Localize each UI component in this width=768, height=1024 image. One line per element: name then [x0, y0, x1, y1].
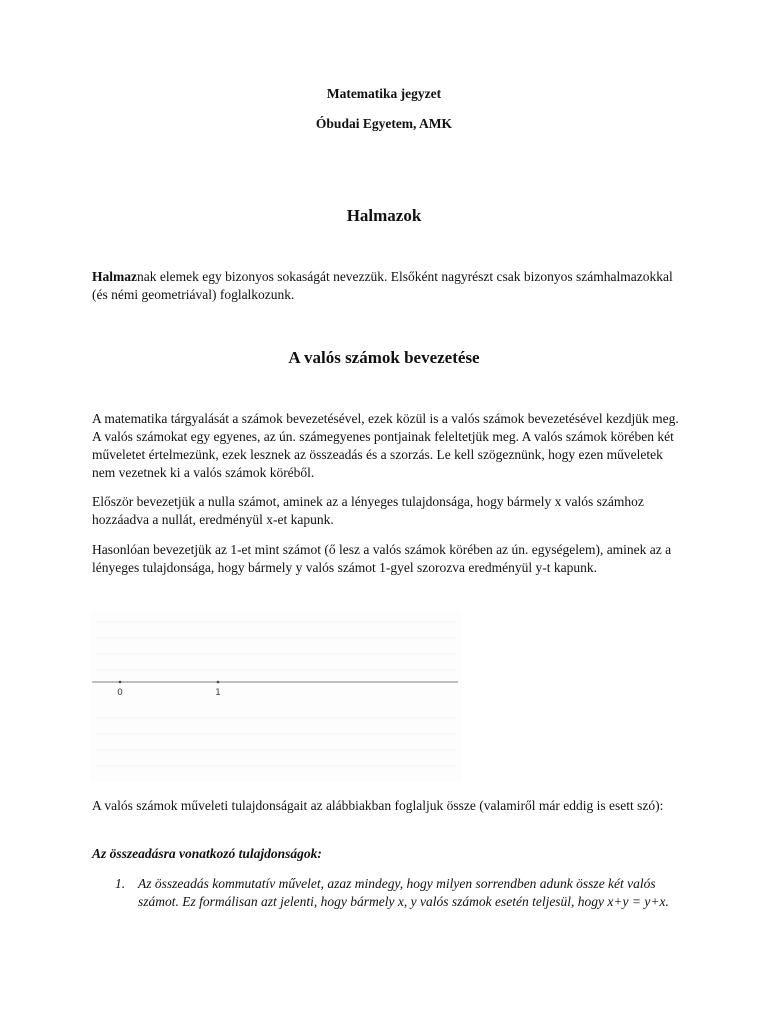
paragraph-nulla: Először bevezetjük a nulla számot, aminek az a lényeges tulajdonsága, hogy bármely x valós számhoz hozzáadva a nullát, eredményül x-et kapunk.	[92, 494, 644, 527]
point-zero-mark	[119, 681, 122, 684]
list-item-number: 1.	[115, 876, 126, 891]
paragraph-egyseg: Hasonlóan bevezetjük az 1-et mint számot (ő lesz a valós számok körében az ún. egységelem), aminek az a lényeges tulajdonsága, hogy bármely y valós számot 1-gyel szorozva eredményül y-t kapunk.	[92, 542, 672, 575]
list-item-text: Az összeadás kommutatív művelet, azaz mindegy, hogy milyen sorrendben adunk össze két valós számot. Ez formálisan azt jelenti, hogy bármely x, y valós számok esetén teljesül, hogy x+y = y+x.	[138, 876, 669, 909]
document-title: Matematika jegyzet	[326, 86, 442, 101]
paragraph-halmaz-definition	[92, 268, 682, 304]
institution-name: Óbudai Egyetem, AMK	[315, 116, 453, 131]
paragraph-valos-intro: A matematika tárgyalását a számok bevezetésével, ezek közül is a valós számok bevezetésével kezdjük meg. A valós számokat egy egyenes, az ún. számegyenes pontjainak feleltetjük meg. A valós számok körében két műveletet értelmezünk, ezek lesznek az összeadás és a szorzás. Le kell szögeznünk, hogy ezen műveletek nem vezetnek ki a valós számok köréből.	[92, 411, 679, 480]
label-zero: 0	[117, 688, 123, 698]
paragraph-text: nak elemek egy bizonyos sokaságát nevezzük. Elsőként nagyrészt csak bizonyos számhalmazokkal (és némi geometriával) foglalkozunk.	[92, 269, 673, 302]
paragraph-muveleti-tulajdonsagok: A valós számok műveleti tulajdonságait az alábbiakban foglaljuk össze (valamiről már eddig is esett szó):	[92, 798, 664, 813]
section-heading-halmazok: Halmazok	[346, 206, 422, 225]
number-line-drawing	[90, 612, 462, 782]
term-halmaz: Halmaz	[92, 269, 137, 284]
label-one: 1	[215, 688, 221, 698]
section-heading-valos-szamok: A valós számok bevezetése	[288, 348, 480, 367]
subheading-osszeadas: Az összeadásra vonatkozó tulajdonságok:	[92, 846, 322, 861]
number-line-figure	[90, 612, 462, 782]
point-one-mark	[217, 681, 220, 684]
